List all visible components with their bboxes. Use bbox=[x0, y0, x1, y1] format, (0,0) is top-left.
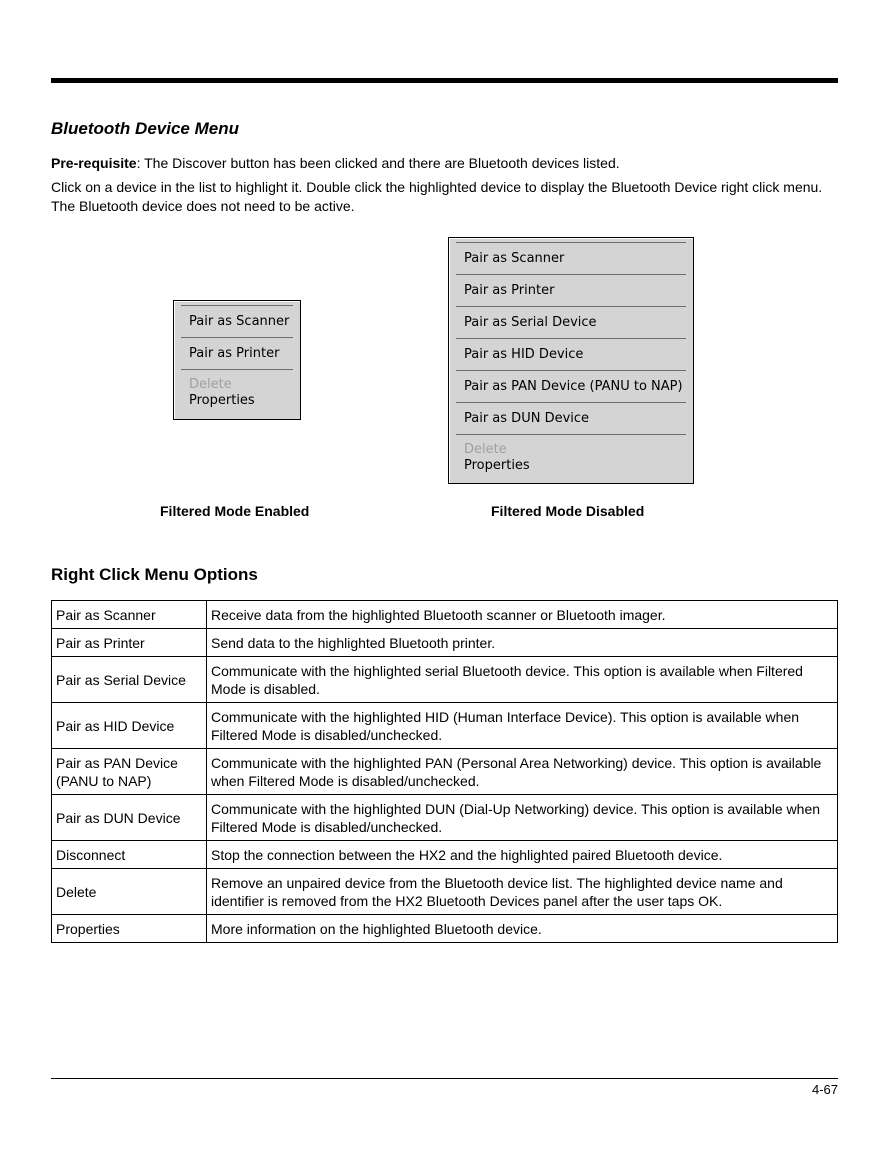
option-description: Remove an unpaired device from the Bluetooth device list. The highlighted device name and identifier is removed from the HX2 Bluetooth Devices panel after the user taps OK. bbox=[207, 869, 838, 915]
menu-item-properties[interactable]: Properties bbox=[189, 393, 255, 408]
option-description: Communicate with the highlighted PAN (Personal Area Networking) device. This option is available when Filtered Mode is disabled/unchecked. bbox=[207, 749, 838, 795]
table-row bbox=[52, 915, 838, 943]
option-name: Pair as Scanner bbox=[52, 601, 207, 629]
options-table bbox=[51, 600, 838, 943]
table-row bbox=[52, 601, 838, 629]
option-description: Send data to the highlighted Bluetooth printer. bbox=[207, 629, 838, 657]
option-name: Pair as PAN Device (PANU to NAP) bbox=[52, 749, 207, 795]
option-description: Communicate with the highlighted serial Bluetooth device. This option is available when Filtered Mode is disabled. bbox=[207, 657, 838, 703]
option-description: Receive data from the highlighted Bluetooth scanner or Bluetooth imager. bbox=[207, 601, 838, 629]
prerequisite-label: Pre-requisite bbox=[51, 155, 137, 171]
menu-item-delete: Delete bbox=[189, 377, 232, 392]
menu-item-pair-serial[interactable]: Pair as Serial Device bbox=[456, 307, 686, 339]
instructions-paragraph: Click on a device in the list to highlight it. Double click the highlighted device to display the Bluetooth Device right click menu. The Bluetooth device does not need to be active. bbox=[51, 179, 823, 214]
table-row bbox=[52, 629, 838, 657]
option-name: Properties bbox=[52, 915, 207, 943]
section-title: Bluetooth Device Menu bbox=[51, 119, 239, 138]
prerequisite-text: : The Discover button has been clicked and there are Bluetooth devices listed. bbox=[136, 155, 620, 171]
context-menu-unfiltered bbox=[448, 237, 694, 484]
prerequisite-paragraph bbox=[51, 154, 841, 173]
menu-item-pair-hid[interactable]: Pair as HID Device bbox=[456, 339, 686, 371]
option-name: Pair as Printer bbox=[52, 629, 207, 657]
option-name: Delete bbox=[52, 869, 207, 915]
menu-item-delete: Delete bbox=[464, 442, 507, 457]
menu-item-pair-printer[interactable]: Pair as Printer bbox=[181, 338, 293, 370]
caption-filtered-disabled: Filtered Mode Disabled bbox=[491, 503, 645, 519]
options-title: Right Click Menu Options bbox=[51, 565, 258, 584]
table-row bbox=[52, 703, 838, 749]
table-row bbox=[52, 657, 838, 703]
option-description: Communicate with the highlighted DUN (Dial-Up Networking) device. This option is available when Filtered Mode is disabled/unchecked. bbox=[207, 795, 838, 841]
menu-item-pair-scanner[interactable]: Pair as Scanner bbox=[456, 243, 686, 275]
table-row bbox=[52, 749, 838, 795]
menu-item-pair-printer[interactable]: Pair as Printer bbox=[456, 275, 686, 307]
table-row bbox=[52, 869, 838, 915]
option-name: Pair as Serial Device bbox=[52, 657, 207, 703]
caption-filtered-enabled: Filtered Mode Enabled bbox=[160, 503, 310, 519]
option-name: Pair as DUN Device bbox=[52, 795, 207, 841]
option-description: More information on the highlighted Bluetooth device. bbox=[207, 915, 838, 943]
option-description: Communicate with the highlighted HID (Human Interface Device). This option is available when Filtered Mode is disabled/unchecked. bbox=[207, 703, 838, 749]
option-name: Disconnect bbox=[52, 841, 207, 869]
option-description: Stop the connection between the HX2 and the highlighted paired Bluetooth device. bbox=[207, 841, 838, 869]
page-number: 4-67 bbox=[811, 1082, 838, 1097]
context-menu-filtered bbox=[173, 300, 301, 420]
table-row bbox=[52, 795, 838, 841]
option-name: Pair as HID Device bbox=[52, 703, 207, 749]
top-rule bbox=[51, 78, 838, 83]
menu-item-properties[interactable]: Properties bbox=[464, 458, 530, 473]
bottom-rule bbox=[51, 1078, 838, 1079]
menu-item-pair-dun[interactable]: Pair as DUN Device bbox=[456, 403, 686, 435]
table-row bbox=[52, 841, 838, 869]
menu-item-pair-scanner[interactable]: Pair as Scanner bbox=[181, 306, 293, 338]
menu-item-pair-pan[interactable]: Pair as PAN Device (PANU to NAP) bbox=[456, 371, 686, 403]
